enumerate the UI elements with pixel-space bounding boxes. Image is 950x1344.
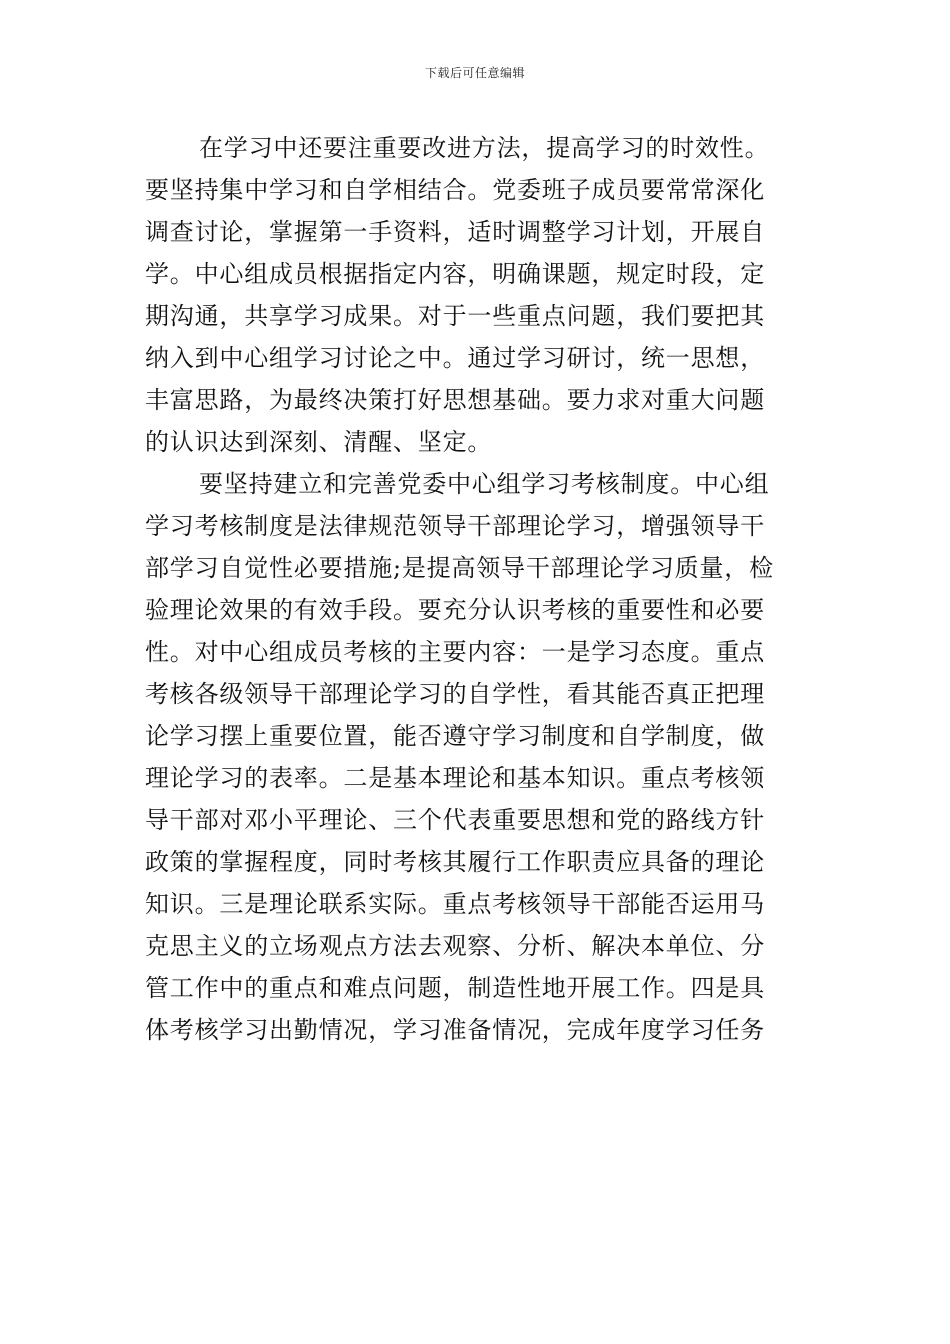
text-line: 调查讨论，掌握第一手资料，适时调整学习计划，开展自 (145, 218, 765, 246)
text-line: 理论学习的表率。二是基本理论和基本知识。重点考核领 (145, 764, 765, 792)
text-line: 要坚持集中学习和自学相结合。党委班子成员要常常深化 (145, 176, 765, 204)
text-line: 克思主义的立场观点方法去观察、分析、解决本单位、分 (145, 932, 765, 960)
text-line: 学。中心组成员根据指定内容，明确课题，规定时段，定 (145, 260, 765, 288)
text-line: 的认识达到深刻、清醒、坚定。 (145, 428, 493, 456)
text-line: 体考核学习出勤情况，学习准备情况，完成年度学习任务 (145, 1016, 765, 1044)
text-line: 性。对中心组成员考核的主要内容：一是学习态度。重点 (145, 638, 765, 666)
text-line: 丰富思路，为最终决策打好思想基础。要力求对重大问题 (145, 386, 765, 414)
text-line: 期沟通，共享学习成果。对于一些重点问题，我们要把其 (145, 302, 765, 330)
text-line: 在学习中还要注重要改进方法，提高学习的时效性。 (199, 134, 770, 162)
text-line: 验理论效果的有效手段。要充分认识考核的重要性和必要 (145, 596, 765, 624)
text-line: 论学习摆上重要位置，能否遵守学习制度和自学制度，做 (145, 722, 765, 750)
text-line: 部学习自觉性必要措施;是提高领导干部理论学习质量，检 (145, 554, 774, 582)
text-line: 纳入到中心组学习讨论之中。通过学习研讨，统一思想， (145, 344, 765, 372)
text-line: 考核各级领导干部理论学习的自学性，看其能否真正把理 (145, 680, 765, 708)
text-line: 管工作中的重点和难点问题，制造性地开展工作。四是具 (145, 974, 765, 1002)
page-header: 下载后可任意编辑 (424, 66, 525, 80)
document-body (145, 127, 810, 1051)
text-line: 导干部对邓小平理论、三个代表重要思想和党的路线方针 (145, 806, 765, 834)
text-line: 要坚持建立和完善党委中心组学习考核制度。中心组 (199, 470, 770, 498)
text-line: 学习考核制度是法律规范领导干部理论学习，增强领导干 (145, 512, 765, 540)
paragraph-2 (145, 463, 810, 1051)
paragraph-1 (145, 127, 810, 463)
text-line: 政策的掌握程度，同时考核其履行工作职责应具备的理论 (145, 848, 765, 876)
text-line: 知识。三是理论联系实际。重点考核领导干部能否运用马 (145, 890, 765, 918)
